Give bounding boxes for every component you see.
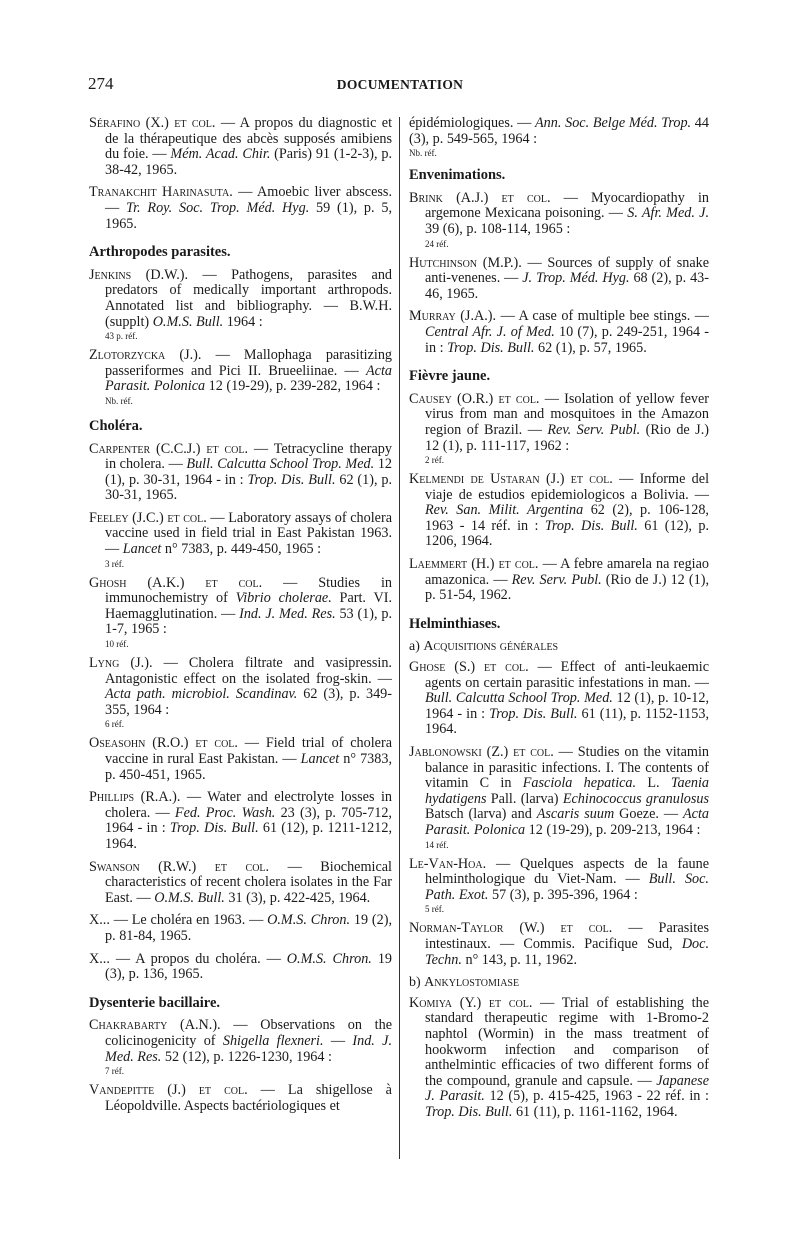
bibliography-entry-continuation: épidémiologiques. — Ann. Soc. Belge Méd. Trop. 44 (3), p. 549-565, 1964 : Nb. réf.: [409, 115, 709, 159]
bibliography-entry: Komiya (Y.) et col. — Trial of establishing the standard therapeutic regime with 1-Bromo-2 naphtol (Wormin) in the mass treatment of hookworm infection and comparison of anthelmintic efficacies of two different forms of the compound, granule and capsule. — Japanese J. Parasit. 12 (5), p. 415-425, 1963 - 22 réf. in : Trop. Dis. Bull. 61 (11), p. 1161-1162, 1964.: [409, 994, 710, 1120]
bibliography-entry: Le-Van-Hoa. — Quelques aspects de la faune helminthologique du Viet-Nam. — Bull. Soc. Path. Exot. 57 (3), p. 395-396, 1964 : 5 réf.: [409, 855, 709, 915]
bibliography-entry: Phillips (R.A.). — Water and electrolyte losses in cholera. — Fed. Proc. Wash. 23 (3), p. 705-712, 1964 - in : Trop. Dis. Bull. 61 (12), p. 1211-1212, 1964.: [89, 789, 392, 852]
bibliography-entry: Norman-Taylor (W.) et col. — Parasites intestinaux. — Commis. Pacifique Sud, Doc. Techn. n° 143, p. 11, 1962.: [409, 920, 709, 968]
bibliography-entry: Hutchinson (M.P.). — Sources of supply of snake anti-venenes. — J. Trop. Méd. Hyg. 68 (2), p. 43-46, 1965.: [409, 254, 710, 302]
right-column: [409, 116, 709, 1127]
bibliography-entry: Oseasohn (R.O.) et col. — Field trial of cholera vaccine in rural East Pakistan. — Lancet n° 7383, p. 450-451, 1965.: [89, 735, 392, 783]
bibliography-entry: Feeley (J.C.) et col. — Laboratory assays of cholera vaccine used in field trial in East Pakistan 1963. — Lancet n° 7383, p. 449-450, 1965 : 3 réf.: [89, 509, 392, 569]
bibliography-entry: Zlotorzycka (J.). — Mallophaga parasitizing passeriformes and Pici II. Brueeliinae. — Acta Parasit. Polonica 12 (19-29), p. 239-282, 1964 : Nb. réf.: [89, 347, 393, 406]
bibliography-entry: Ghosh (A.K.) et col. — Studies in immunochemistry of Vibrio cholerae. Part. VI. Haemagglutination. — Ind. J. Med. Res. 53 (1), p. 1-7, 1965 : 10 réf.: [89, 574, 392, 650]
running-head: DOCUMENTATION: [336, 77, 464, 92]
section-heading: Arthropodes parasites.: [89, 244, 231, 261]
bibliography-entry: Vandepitte (J.) et col. — La shigellose à Léopoldville. Aspects bactériologiques et: [89, 1082, 392, 1114]
bibliography-entry: Swanson (R.W.) et col. — Biochemical characteristics of recent cholera isolates in the Far East. — O.M.S. Bull. 31 (3), p. 422-425, 1964.: [89, 858, 392, 906]
section-heading: Choléra.: [89, 417, 143, 434]
bibliography-entry: Ghose (S.) et col. — Effect of anti-leukaemic agents on certain parasitic infestations in man. — Bull. Calcutta School Trop. Med. 12 (1), p. 10-12, 1964 - in : Trop. Dis. Bull. 61 (11), p. 1152-1153, 1964.: [409, 659, 710, 738]
bibliography-entry: Laemmert (H.) et col. — A febre amarela na regiao amazonica. — Rev. Serv. Publ. (Rio de J.) 12 (1), p. 51-54, 1962.: [409, 556, 709, 604]
subsection-heading: a) Acquisitions générales: [409, 639, 559, 655]
left-column: [89, 116, 392, 1121]
bibliography-entry: X... — A propos du choléra. — O.M.S. Chron. 19 (3), p. 136, 1965.: [89, 950, 393, 983]
bibliography-entry: Tranakchit Harinasuta. — Amoebic liver abscess. — Tr. Roy. Soc. Trop. Méd. Hyg. 59 (1), p. 5, 1965.: [89, 184, 393, 232]
section-heading: Envenimations.: [409, 167, 506, 184]
bibliography-entry: Causey (O.R.) et col. — Isolation of yellow fever virus from man and mosquitoes in the Amazon region of Brazil. — Rev. Serv. Publ. (Rio de J.) 12 (1), p. 111-117, 1962 : 2 réf.: [409, 390, 709, 466]
subsection-heading: b) Ankylostomiase: [409, 975, 520, 991]
bibliography-entry: Jablonowski (Z.) et col. — Studies on the vitamin balance in parasitic infections. I. The contents of vitamin C in Fasciola hepatica. L. Taenia hydatigens Pall. (larva) Echinococcus granulosus Batsch (larva) and Ascaris suum Goeze. — Acta Parasit. Polonica 12 (19-29), p. 209-213, 1964 : 14 réf.: [409, 744, 709, 850]
bibliography-entry: Jenkins (D.W.). — Pathogens, parasites and predators of medically important arthropods. Annotated list and bibliography. — B.W.H. (supplt) O.M.S. Bull. 1964 : 43 p. réf.: [89, 266, 393, 342]
section-heading: Helminthiases.: [409, 615, 501, 632]
bibliography-entry: Kelmendi de Ustaran (J.) et col. — Informe del viaje de estudios epidemiologicos a Bolivia. — Rev. San. Milit. Argentina 62 (2), p. 106-128, 1963 - 14 réf. in : Trop. Dis. Bull. 61 (12), p. 1206, 1964.: [409, 471, 710, 550]
section-heading: Fièvre jaune.: [409, 368, 491, 385]
bibliography-entry: Murray (J.A.). — A case of multiple bee stings. — Central Afr. J. of Med. 10 (7), p. 249-251, 1964 - in : Trop. Dis. Bull. 62 (1), p. 57, 1965.: [409, 308, 709, 356]
bibliography-entry: Chakrabarty (A.N.). — Observations on the colicinogenicity of Shigella flexneri. — Ind. J. Med. Res. 52 (12), p. 1226-1230, 1964 : 7 réf.: [89, 1017, 392, 1077]
bibliography-entry: Brink (A.J.) et col. — Myocardiopathy in argemone Mexicana poisoning. — S. Afr. Med. J. 39 (6), p. 108-114, 1965 : 24 réf.: [409, 189, 710, 249]
bibliography-entry: Sérafino (X.) et col. — A propos du diagnostic et de la thérapeutique des abcès supposés amibiens du foie. — Mém. Acad. Chir. (Paris) 91 (1-2-3), p. 38-42, 1965.: [89, 115, 393, 178]
section-heading: Dysenterie bacillaire.: [89, 994, 221, 1011]
column-divider: [399, 117, 400, 1159]
bibliography-entry: X... — Le choléra en 1963. — O.M.S. Chron. 19 (2), p. 81-84, 1965.: [89, 912, 392, 944]
bibliography-entry: Carpenter (C.C.J.) et col. — Tetracycline therapy in cholera. — Bull. Calcutta School Trop. Med. 12 (1), p. 30-31, 1964 - in : Trop. Dis. Bull. 62 (1), p. 30-31, 1965.: [89, 440, 393, 504]
bibliography-entry: Lyng (J.). — Cholera filtrate and vasipressin. Antagonistic effect on the isolated frog-skin. — Acta path. microbiol. Scandinav. 62 (3), p. 349-355, 1964 : 6 réf.: [89, 655, 392, 730]
page-number: 274: [88, 74, 114, 93]
